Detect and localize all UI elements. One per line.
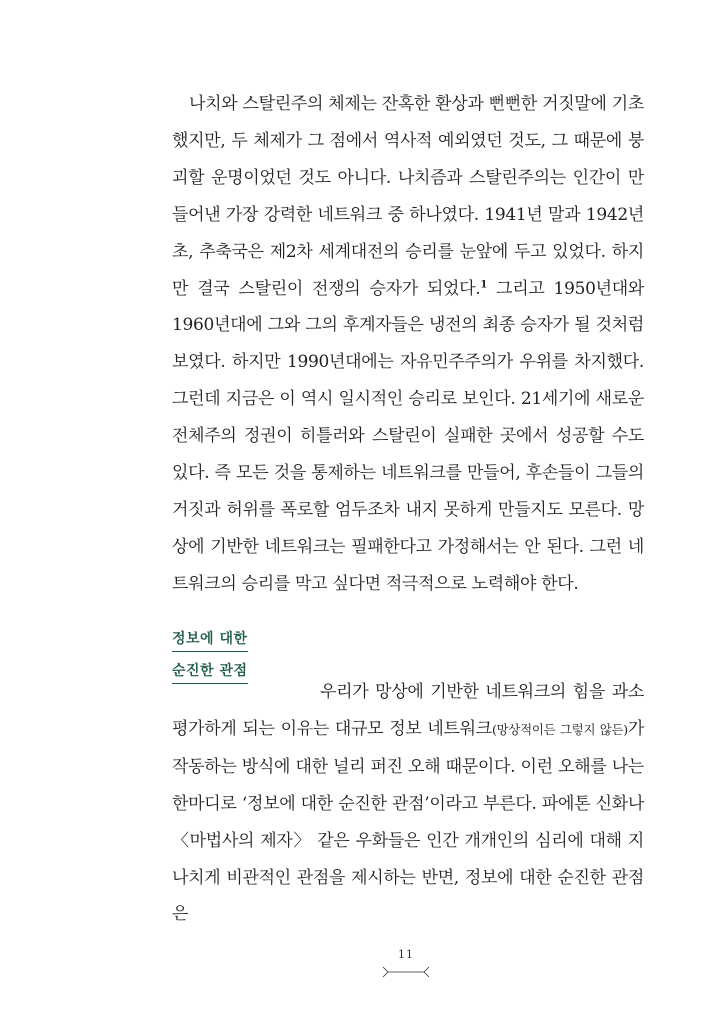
- page-number: 11: [398, 948, 414, 961]
- paragraph-1-text-a: 나치와 스탈린주의 체제는 잔혹한 환상과 뻔뻔한 거짓말에 기초했지만, 두 체제가 그 점에서 역사적 예외였던 것도, 그 때문에 붕괴할 운명이었던 것도 아니다. 나치즘과 스탈린주의는 인간이 만들어낸 가장 강력한 네트워크 중 하나였다. 1941년 말과 1942년 초, 추축국은 제2차 세계대전의 승리를 눈앞에 두고 있었다. 하지만 결국 스탈린이 전쟁의 승자가 되었다.: [172, 94, 644, 299]
- body-paragraph-2: [172, 674, 644, 933]
- section-heading-line-1: 정보에 대한: [172, 628, 248, 652]
- section-heading-line-2: 순진한 관점: [172, 660, 248, 684]
- paragraph-1-text-b: 그리고 1950년대와 1960년대에 그와 그의 후계자들은 냉전의 최종 승자가 될 것처럼 보였다. 하지만 1990년대에는 자유민주주의가 우위를 차지했다. 그런데 지금은 이 역시 일시적인 승리로 보인다. 21세기에 새로운 전체주의 정권이 히틀러와 스탈린이 실패한 곳에서 성공할 수도 있다. 즉 모든 것을 통제하는 네트워크를 만들어, 후손들이 그들의 거짓과 허위를 폭로할 엄두조차 내지 못하게 만들지도 모른다. 망상에 기반한 네트워크는 필패한다고 가정해서는 안 된다. 그런 네트워크의 승리를 막고 싶다면 적극적으로 노력해야 한다.: [172, 278, 644, 594]
- folio-ornament-icon: [382, 966, 430, 978]
- body-paragraph-1: [172, 86, 644, 603]
- paragraph-2-text-a: 우리가 망상에 기반한 네트워크의 힘을 과소평가하게 되는 이유는 대규모 정보 네트워크: [172, 682, 644, 739]
- paragraph-2-text-b: 가 작동하는 방식에 대한 널리 퍼진 오해 때문이다. 이런 오해를 나는 한마디로 ‘정보에 대한 순진한 관점’이라고 부른다. 파에톤 신화나 〈마법사의 제자〉 같은 우화들은 인간 개개인의 심리에 대해 지나치게 비관적인 관점을 제시하는 반면, 정보에 대한 순진한 관점은: [172, 718, 644, 925]
- paragraph-2-parenthetical: (망상적이든 그렇지 않든): [491, 721, 628, 737]
- footnote-marker[interactable]: 1: [480, 278, 488, 290]
